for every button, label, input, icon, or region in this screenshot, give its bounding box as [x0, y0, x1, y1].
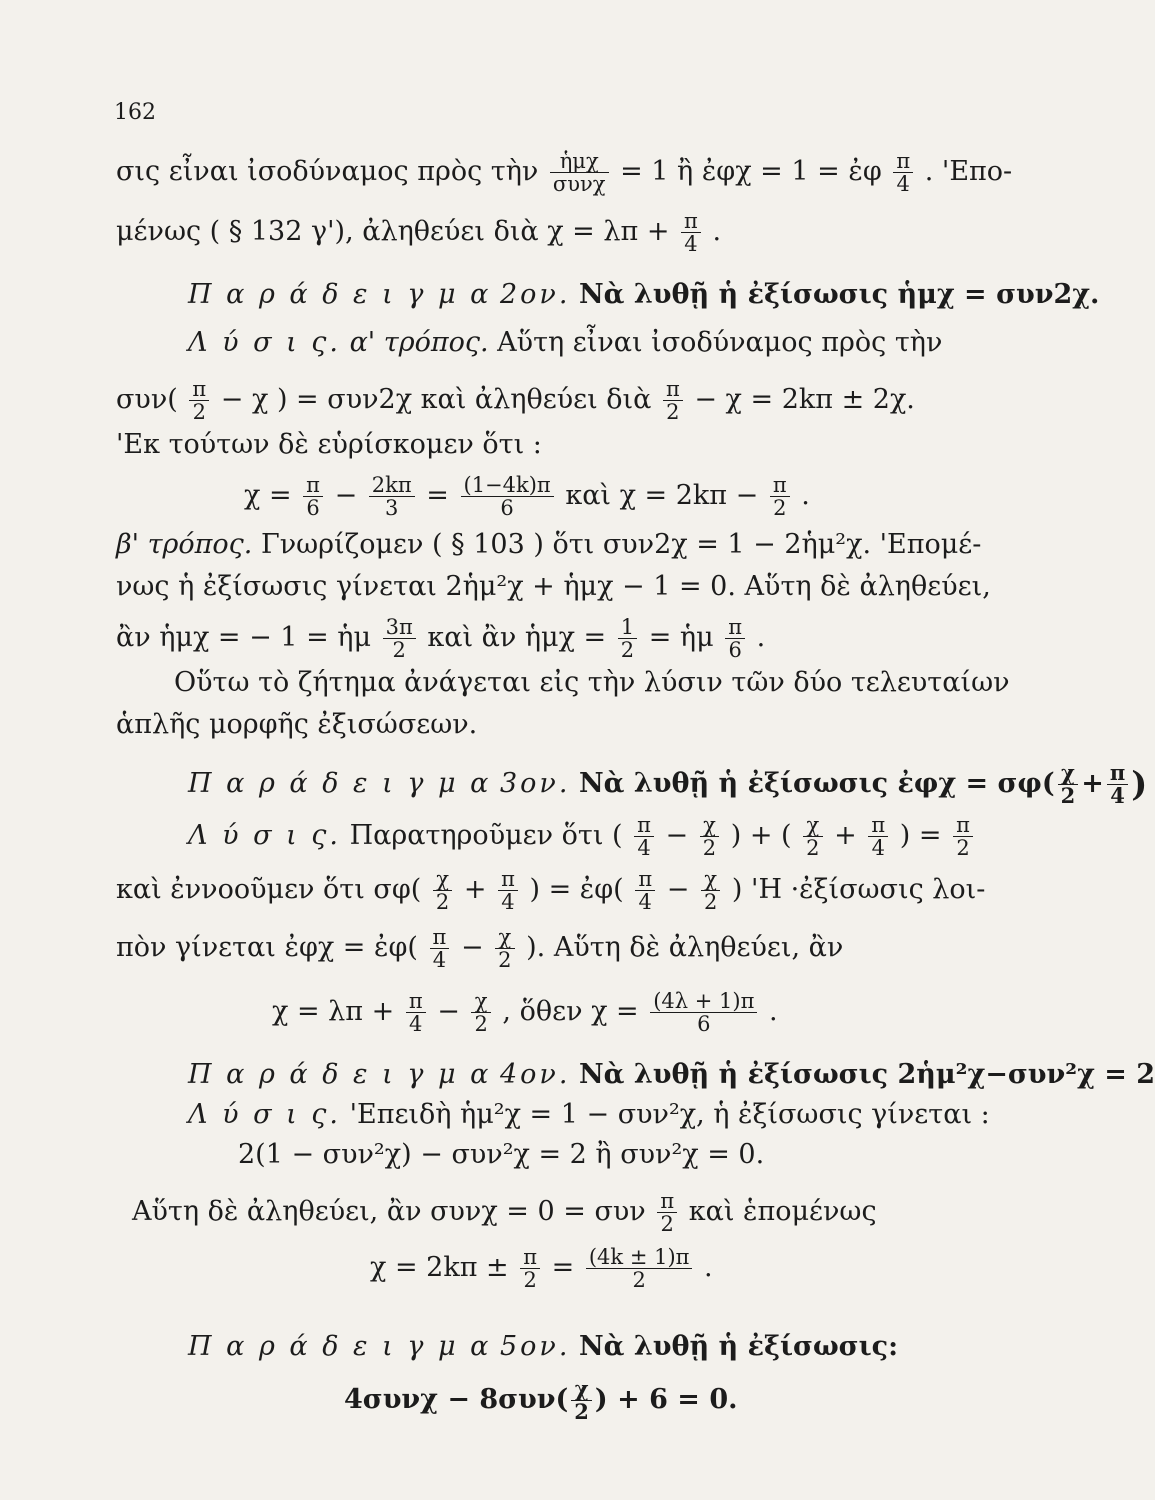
fraction: $\frac{\pi}{4}$	[681, 210, 701, 255]
fraction: $\frac{\chi}{2}$	[700, 814, 719, 859]
fraction: $\frac{2k\pi}{3}$	[369, 474, 415, 519]
text-line-6: 'Εκ τούτων δὲ εὑρίσκομεν ὅτι :	[116, 429, 542, 460]
fraction: $\frac{\pi}{4}$	[430, 926, 450, 971]
text-line-10: ἂν ἡμχ = − 1 = ἡμ $\frac{3\pi}{2}$ καὶ ἂν ἡμχ = $\frac{1}{2}$ = ἡμ $\frac{\pi}{6}$ .	[116, 615, 766, 662]
example-2-heading: Π α ρ ά δ ε ι γ μ α 2ον. Νὰ λυθῇ ἡ ἐξίσωσις ἡμχ = συν2χ.	[188, 279, 1100, 310]
text-line-16: πὸν γίνεται ἐφχ = ἐφ( $\frac{\pi}{4}$ − $\frac{\chi}{2}$ ). Αὕτη δὲ ἀληθεύει, ἂν	[116, 925, 844, 972]
text-line-1: σις εἶναι ἰσοδύναμος πρὸς τὴν $\frac{\text{ἡμχ}}{\text{συνχ}}$ = 1 ἢ ἐφχ = 1 = ἐφ $\frac{\pi}{4}$ . 'Επο-	[116, 149, 1013, 196]
fraction: $\frac{\pi}{2}$	[953, 814, 973, 859]
text-line-5: συν( $\frac{\pi}{2}$ − χ ) = συν2χ καὶ ἀληθεύει διὰ $\frac{\pi}{2}$ − χ = 2kπ ± 2χ.	[116, 377, 915, 424]
fraction: $\frac{\chi}{2}$	[1058, 762, 1079, 807]
text-line-19: Λ ύ σ ι ς. 'Επειδὴ ἡμ²χ = 1 − συν²χ, ἡ ἐξίσωσις γίνεται :	[188, 1099, 990, 1130]
fraction: $\frac{\pi}{2}$	[770, 474, 790, 519]
fraction: $\frac{\pi}{2}$	[520, 1246, 540, 1291]
fraction: $\frac{\chi}{2}$	[471, 990, 490, 1035]
fraction: $\frac{(4k \pm 1)\pi}{2}$	[586, 1246, 693, 1291]
fraction: $\frac{(4\lambda + 1)\pi}{6}$	[650, 990, 757, 1035]
fraction: $\frac{\pi}{4}$	[634, 814, 654, 859]
fraction: $\frac{\pi}{4}$	[498, 868, 518, 913]
text-line-14: Λ ύ σ ι ς. Παρατηροῦμεν ὅτι ( $\frac{\pi}{4}$ − $\frac{\chi}{2}$ ) + ( $\frac{\chi}{2}$ + $\frac{\pi}{4}$ ) = $\frac{\pi}{2}$	[188, 814, 976, 859]
equation-line-24: 4συνχ − 8συν( $\frac{\chi}{2}$ ) + 6 = 0.	[344, 1376, 738, 1424]
text-line-9: νως ἡ ἐξίσωσις γίνεται 2ἡμ²χ + ἡμχ − 1 = 0. Αὕτη δὲ ἀληθεύει,	[116, 571, 991, 602]
fraction: $\frac{\chi}{2}$	[571, 1378, 592, 1423]
fraction: $\frac{\chi}{2}$	[701, 868, 720, 913]
fraction: $\frac{\pi}{4}$	[406, 990, 426, 1035]
fraction: $\frac{\chi}{2}$	[433, 868, 452, 913]
fraction: $\frac{\pi}{4}$	[635, 868, 655, 913]
fraction: $\frac{\pi}{6}$	[303, 474, 323, 519]
fraction: $\frac{\chi}{2}$	[803, 814, 822, 859]
text-line-4: Λ ύ σ ι ς. α' τρόπος. Αὕτη εἶναι ἰσοδύναμος πρὸς τὴν	[188, 327, 943, 358]
fraction: $\frac{1}{2}$	[618, 616, 637, 661]
fraction: $\frac{\text{ἡμχ}}{\text{συνχ}}$	[550, 150, 609, 195]
example-3-heading: Π α ρ ά δ ε ι γ μ α 3ον. Νὰ λυθῇ ἡ ἐξίσωσις ἐφχ = σφ( $\frac{\chi}{2}$ + $\frac{\pi}{4}$ )	[188, 760, 1148, 808]
fraction: $\frac{\pi}{2}$	[657, 1190, 677, 1235]
fraction: $\frac{\pi}{2}$	[189, 378, 209, 423]
text-line-21: Αὕτη δὲ ἀληθεύει, ἂν συνχ = 0 = συν $\frac{\pi}{2}$ καὶ ἑπομένως	[132, 1189, 877, 1236]
equation-line-7: χ = $\frac{\pi}{6}$ − $\frac{2k\pi}{3}$ = $\frac{(1-4k)\pi}{6}$ καὶ χ = 2kπ − $\frac{\pi}{2}$ .	[244, 473, 810, 520]
text-line-12: ἁπλῆς μορφῆς ἐξισώσεων.	[116, 709, 478, 740]
equation-line-20: 2(1 − συν²χ) − συν²χ = 2 ἢ συν²χ = 0.	[238, 1139, 765, 1170]
equation-line-17: χ = λπ + $\frac{\pi}{4}$ − $\frac{\chi}{2}$ , ὅθεν χ = $\frac{(4\lambda + 1)\pi}{6}$ .	[272, 989, 778, 1036]
fraction: $\frac{3\pi}{2}$	[383, 616, 416, 661]
text-line-2: μένως ( § 132 γ'), ἀληθεύει διὰ χ = λπ + $\frac{\pi}{4}$ .	[116, 209, 722, 256]
fraction: $\frac{(1-4k)\pi}{6}$	[461, 474, 554, 519]
fraction: $\frac{\pi}{4}$	[1107, 762, 1128, 807]
fraction: $\frac{\pi}{4}$	[868, 814, 888, 859]
fraction: $\frac{\pi}{4}$	[893, 150, 913, 195]
example-4-heading: Π α ρ ά δ ε ι γ μ α 4ον. Νὰ λυθῇ ἡ ἐξίσωσις 2ἡμ²χ−συν²χ = 2	[188, 1059, 1155, 1090]
fraction: $\frac{\chi}{2}$	[495, 926, 514, 971]
page-number: 162	[114, 100, 156, 125]
text-line-15: καὶ ἐννοοῦμεν ὅτι σφ( $\frac{\chi}{2}$ + $\frac{\pi}{4}$ ) = ἐφ( $\frac{\pi}{4}$ − $\frac{\chi}{2}$ ) 'Η ·ἐξίσωσις λοι-	[116, 867, 986, 914]
text-line-11: Οὕτω τὸ ζήτημα ἀνάγεται εἰς τὴν λύσιν τῶν δύο τελευταίων	[174, 667, 1010, 698]
example-5-heading: Π α ρ ά δ ε ι γ μ α 5ον. Νὰ λυθῇ ἡ ἐξίσωσις:	[188, 1331, 899, 1362]
text-line-8: β' τρόπος. Γνωρίζομεν ( § 103 ) ὅτι συν2χ = 1 − 2ἡμ²χ. 'Επομέ-	[116, 529, 982, 560]
fraction: $\frac{\pi}{2}$	[663, 378, 683, 423]
fraction: $\frac{\pi}{6}$	[725, 616, 745, 661]
equation-line-22: χ = 2kπ ± $\frac{\pi}{2}$ = $\frac{(4k \pm 1)\pi}{2}$ .	[370, 1245, 713, 1292]
